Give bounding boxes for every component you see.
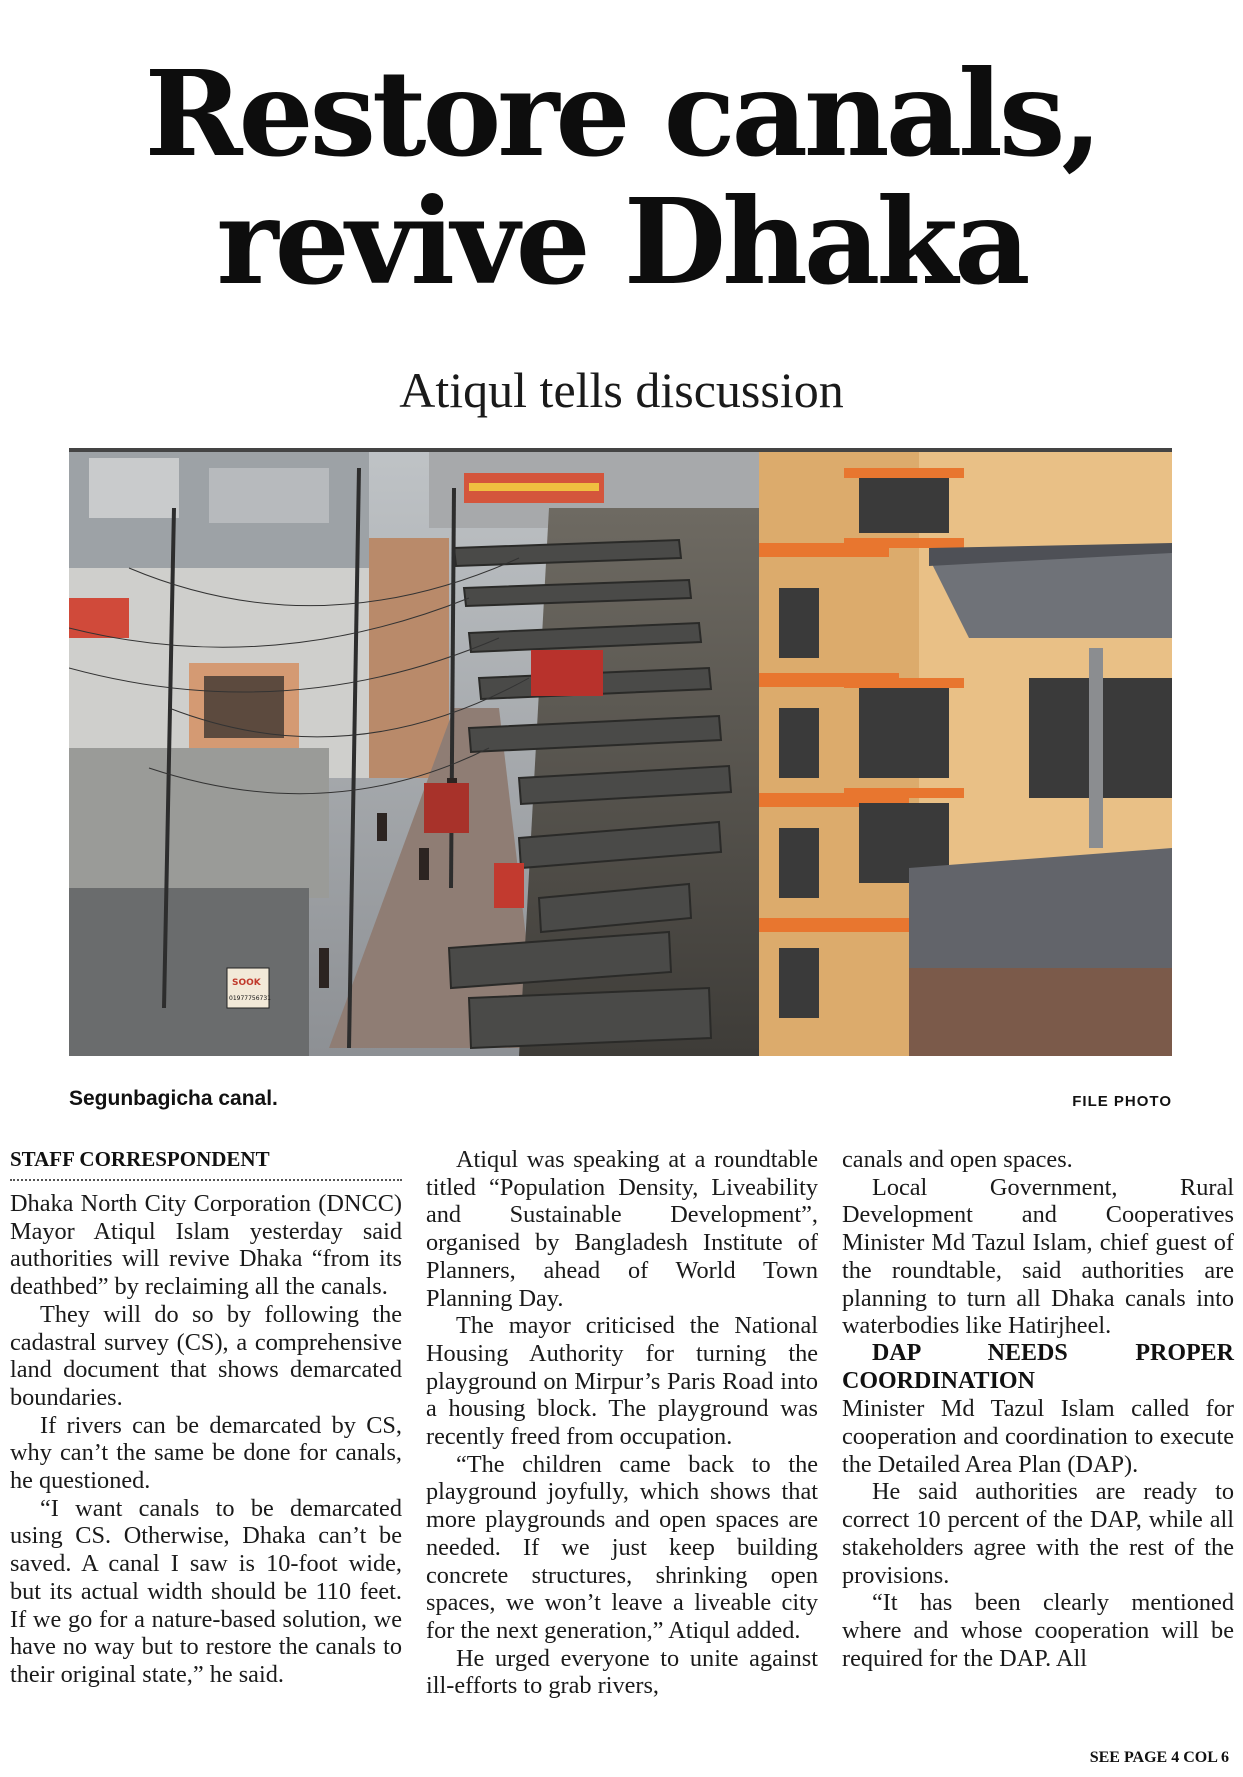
- paragraph: They will do so by following the cadastral survey (CS), a comprehensive land document that shows demarcated boundaries.: [10, 1300, 402, 1411]
- paragraph: Local Government, Rural Development and Cooperatives Minister Md Tazul Islam, chief guest of the roundtable, said authorities are planning to turn all Dhaka canals into waterbodies like Hatirjheel.: [842, 1173, 1234, 1340]
- article-column-1: [10, 1146, 402, 1689]
- section-heading: DAP NEEDS PROPER COORDINATION: [842, 1339, 1234, 1394]
- paragraph: He said authorities are ready to correct 10 percent of the DAP, while all stakeholders agree with the rest of the provisions.: [842, 1478, 1234, 1589]
- paragraph: He urged everyone to unite against ill-efforts to grab rivers,: [426, 1644, 818, 1700]
- headline-line-2: revive Dhaka: [216, 172, 1027, 311]
- paragraph: If rivers can be demarcated by CS, why can’t the same be done for canals, he questioned.: [10, 1411, 402, 1495]
- article-column-3: [842, 1146, 1234, 1672]
- byline: STAFF CORRESPONDENT: [10, 1146, 402, 1181]
- headline: [0, 44, 1243, 311]
- paragraph: Minister Md Tazul Islam called for cooperation and coordination to execute the Detailed Area Plan (DAP).: [842, 1395, 1234, 1478]
- article-column-2: [426, 1146, 818, 1700]
- photo-caption: Segunbagicha canal.: [69, 1087, 278, 1110]
- paragraph: Dhaka North City Corporation (DNCC) Mayor Atiqul Islam yesterday said authorities will revive Dhaka “from its deathbed” by reclaiming all the canals.: [10, 1190, 402, 1301]
- paragraph: “The children came back to the playground joyfully, which shows that more playgrounds and open spaces are needed. If we just keep building concrete structures, shrinking open spaces, we won’t leave a liveable city for the next generation,” Atiqul added.: [426, 1450, 818, 1644]
- canal-photo: [69, 448, 1172, 1056]
- paragraph: “I want canals to be demarcated using CS. Otherwise, Dhaka can’t be saved. A canal I saw is 10-foot wide, but its actual width should be 110 feet. If we go for a nature-based solution, we have no way but to restore the canals to their original state,” he said.: [10, 1494, 402, 1688]
- photo-sign-text: SOOK: [232, 978, 261, 988]
- paragraph: Atiqul was speaking at a roundtable titled “Population Density, Liveability and Sustainable Development”, organised by Bangladesh Institute of Planners, ahead of World Town Planning Day.: [426, 1146, 818, 1312]
- paragraph: “It has been clearly mentioned where and whose cooperation will be required for the DAP. All: [842, 1589, 1234, 1672]
- headline-line-1: Restore canals,: [144, 44, 1099, 183]
- continued-on-page: SEE PAGE 4 COL 6: [1089, 1749, 1229, 1766]
- photo-sign-phone: 01977756731: [229, 995, 271, 1002]
- paragraph: The mayor criticised the National Housing Authority for turning the playground on Mirpur’s Paris Road into a housing block. The playground was recently freed from occupation.: [426, 1312, 818, 1451]
- paragraph: canals and open spaces.: [842, 1146, 1073, 1173]
- photo-credit: FILE PHOTO: [1072, 1093, 1172, 1110]
- subheadline: Atiqul tells discussion: [399, 362, 844, 418]
